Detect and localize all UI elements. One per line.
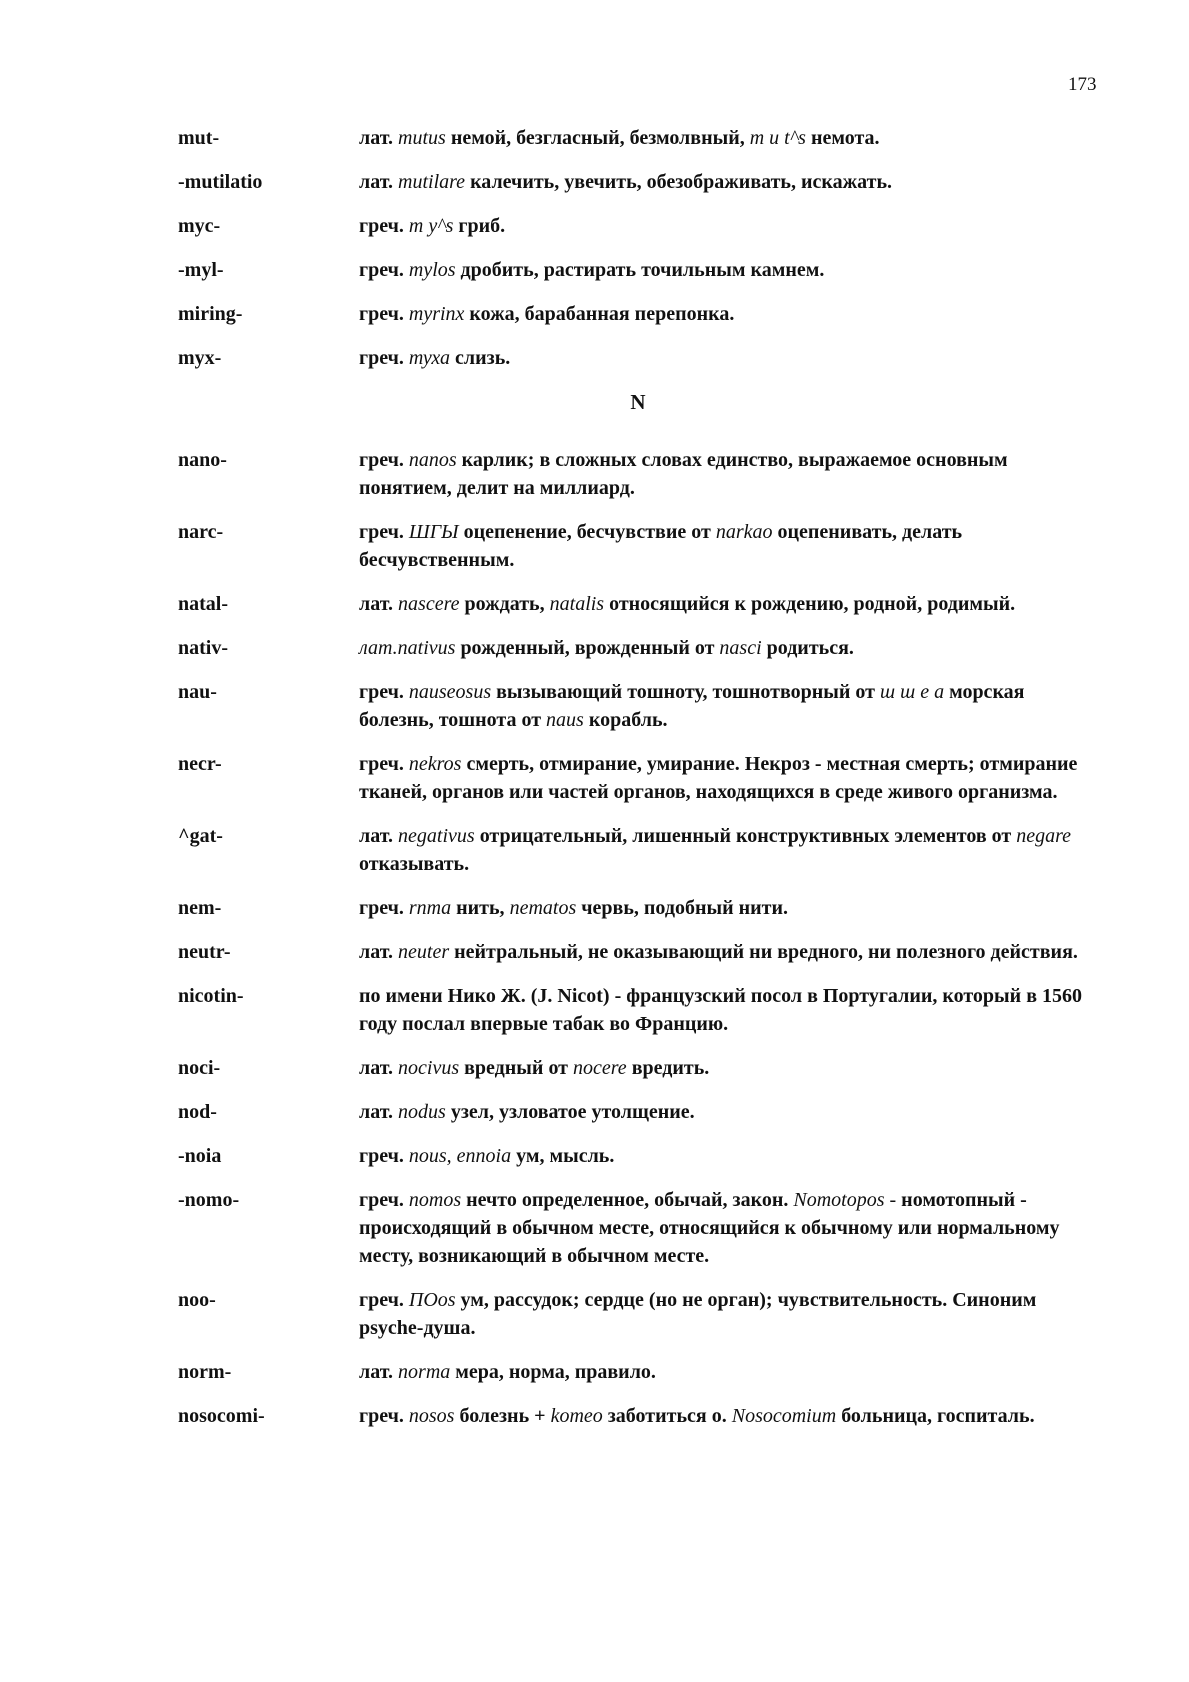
dictionary-entry — [178, 1402, 1098, 1430]
definition-text: лат. — [359, 593, 399, 615]
definition-text: морская болезнь, тошнота от — [359, 681, 1025, 731]
dictionary-entry — [178, 256, 1098, 284]
definition-italic-word: m y^s — [408, 215, 454, 237]
entry-term: ^gat- — [178, 825, 223, 847]
definition-text: относящийся к рождению, родной, родимый. — [604, 593, 1016, 615]
entry-definition — [359, 518, 1094, 574]
entry-term: nano- — [178, 449, 227, 471]
definition-text: узел, узловатое утолщение. — [445, 1101, 695, 1123]
entry-definition — [359, 634, 1094, 662]
entry-term: noci- — [178, 1057, 221, 1079]
dictionary-entry — [178, 518, 1098, 574]
entry-term: narc- — [178, 521, 224, 543]
entry-term: nativ- — [178, 637, 228, 659]
entry-term: miring- — [178, 303, 243, 325]
definition-text: лат. — [359, 1057, 399, 1079]
entry-term: nau- — [178, 681, 217, 703]
entry-term: nicotin- — [178, 985, 244, 1007]
dictionary-entry — [178, 822, 1098, 878]
definition-text: вредный от — [459, 1057, 574, 1079]
definition-text: ум, мысль. — [511, 1145, 615, 1167]
dictionary-entry — [178, 168, 1098, 196]
entry-term: necr- — [178, 753, 222, 775]
entry-term: myc- — [178, 215, 221, 237]
entry-term: -mutilatio — [178, 171, 263, 193]
definition-text: по имени Нико Ж. (J. Nicot) - французский посол в Португалии, который в 1560 году послал впервые табак во Францию. — [359, 985, 1082, 1035]
entry-term: -noia — [178, 1145, 222, 1167]
definition-italic-word: narkao — [715, 521, 773, 543]
definition-italic-word: myrinx — [408, 303, 465, 325]
entry-definition — [359, 256, 1094, 284]
definition-italic-word: ш ш е а — [880, 681, 945, 703]
entry-definition — [359, 344, 1094, 372]
definition-text: отрицательный, лишенный конструктивных элементов от — [474, 825, 1017, 847]
dictionary-entry — [178, 750, 1098, 806]
dictionary-entry — [178, 634, 1098, 662]
definition-italic-word: nascere — [398, 593, 460, 615]
dictionary-entry — [178, 590, 1098, 618]
definition-text: оцепенивать, делать бесчувственным. — [359, 521, 963, 571]
definition-text: рожденный, врожденный от — [455, 637, 720, 659]
definition-text: оцепенение, бесчувствие от — [458, 521, 716, 543]
definition-text: лат. — [359, 1361, 399, 1383]
entry-definition — [359, 1098, 1094, 1126]
entry-definition — [359, 1142, 1094, 1170]
entry-definition — [359, 938, 1094, 966]
definition-text: лат. — [359, 941, 399, 963]
dictionary-entry — [178, 678, 1098, 734]
dictionary-entry — [178, 1186, 1098, 1270]
dictionary-entry — [178, 894, 1098, 922]
definition-italic-word: nous, ennoia — [408, 1145, 512, 1167]
definition-text: слизь. — [450, 347, 511, 369]
definition-text: нейтральный, не оказывающий ни вредного, ни полезного действия. — [449, 941, 1078, 963]
definition-text: кожа, барабанная перепонка. — [464, 303, 735, 325]
definition-text: больница, госпиталь. — [836, 1405, 1035, 1427]
entry-definition — [359, 982, 1094, 1038]
definition-text: немой, безгласный, безмолвный, — [445, 127, 750, 149]
definition-text: ум, рассудок; сердце (но не орган); чувствительность. Синоним psyche-душа. — [359, 1289, 1037, 1339]
definition-italic-word: nodus — [398, 1101, 446, 1123]
page-number: 173 — [1068, 74, 1097, 95]
definition-text: греч. — [359, 1289, 409, 1311]
definition-italic-word: komeo — [550, 1405, 603, 1427]
entry-definition — [359, 750, 1094, 806]
definition-text: греч. — [359, 449, 409, 471]
definition-text: болезнь + — [454, 1405, 551, 1427]
definition-italic-word: ШГЫ — [408, 521, 459, 543]
definition-italic-word: nauseosus — [408, 681, 492, 703]
definition-text: лат. — [359, 171, 399, 193]
entry-definition — [359, 894, 1094, 922]
entry-definition — [359, 300, 1094, 328]
entry-definition — [359, 1186, 1094, 1270]
definition-italic-word: neuter — [398, 941, 450, 963]
definition-italic-word: nomos — [408, 1189, 462, 1211]
dictionary-entry — [178, 212, 1098, 240]
definition-italic-word: norma — [398, 1361, 451, 1383]
definition-text: греч. — [359, 1189, 409, 1211]
definition-text: заботиться о. — [602, 1405, 732, 1427]
definition-text: мера, норма, правило. — [450, 1361, 656, 1383]
entry-definition — [359, 1054, 1094, 1082]
entry-definition — [359, 124, 1094, 152]
definition-text: червь, подобный нити. — [576, 897, 789, 919]
definition-text: рождать, — [459, 593, 550, 615]
dictionary-entry — [178, 938, 1098, 966]
definition-italic-word: mylos — [408, 259, 456, 281]
entry-term: -nomo- — [178, 1189, 240, 1211]
definition-text: греч. — [359, 1145, 409, 1167]
definition-text: немота. — [805, 127, 880, 149]
entry-term: mut- — [178, 127, 220, 149]
entry-definition — [359, 1358, 1094, 1386]
entry-term: noo- — [178, 1289, 216, 1311]
entry-term: natal- — [178, 593, 228, 615]
dictionary-entry — [178, 300, 1098, 328]
definition-italic-word: nocivus — [398, 1057, 460, 1079]
dictionary-entries — [178, 124, 1098, 1446]
definition-italic-word: nanos — [408, 449, 457, 471]
definition-italic-word: Nosocomium — [731, 1405, 837, 1427]
entry-term: nem- — [178, 897, 222, 919]
definition-italic-word: nekros — [408, 753, 462, 775]
definition-italic-word: negare — [1016, 825, 1072, 847]
definition-text: нечто определенное, обычай, закон. — [461, 1189, 794, 1211]
definition-italic-word: natalis — [549, 593, 605, 615]
dictionary-entry — [178, 1358, 1098, 1386]
definition-italic-word: mutilare — [398, 171, 466, 193]
dictionary-entry — [178, 1286, 1098, 1342]
entry-definition — [359, 1286, 1094, 1342]
definition-text: номотопный - происходящий в обычном месте, относящийся к обычному или нормальному месту, возникающий в обычном месте. — [359, 1189, 1060, 1267]
definition-italic-word: mutus — [398, 127, 446, 149]
definition-italic-word: rnma — [408, 897, 452, 919]
dictionary-entry — [178, 344, 1098, 372]
definition-text: лат. — [359, 127, 399, 149]
definition-text: калечить, увечить, обезображивать, искажать. — [465, 171, 893, 193]
entries-group-n — [178, 446, 1098, 1430]
definition-text: отказывать. — [359, 853, 470, 875]
definition-text: карлик; в сложных словах единство, выражаемое основным понятием, делит на миллиард. — [359, 449, 1008, 499]
definition-italic-word: туха — [408, 347, 451, 369]
definition-text: греч. — [359, 753, 409, 775]
dictionary-entry — [178, 982, 1098, 1038]
definition-italic-word: naus — [546, 709, 584, 731]
definition-text: греч. — [359, 1405, 409, 1427]
definition-text: лат. — [359, 825, 399, 847]
definition-italic-word: nosos — [408, 1405, 455, 1427]
dictionary-entry — [178, 1098, 1098, 1126]
dictionary-entry — [178, 124, 1098, 152]
definition-text: греч. — [359, 681, 409, 703]
definition-text: гриб. — [453, 215, 506, 237]
definition-text: вызывающий тошноту, тошнотворный от — [491, 681, 880, 703]
definition-text: греч. — [359, 303, 409, 325]
definition-text: греч. — [359, 347, 409, 369]
entry-definition — [359, 446, 1094, 502]
definition-text: нить, — [451, 897, 510, 919]
definition-italic-word: negativus — [398, 825, 475, 847]
definition-text: греч. — [359, 897, 409, 919]
entry-term: neutr- — [178, 941, 231, 963]
definition-text: греч. — [359, 521, 409, 543]
entry-term: nosocomi- — [178, 1405, 265, 1427]
definition-italic-word: m u t^s — [749, 127, 806, 149]
dictionary-entry — [178, 446, 1098, 502]
definition-italic-word: nocere — [573, 1057, 627, 1079]
entry-term: norm- — [178, 1361, 232, 1383]
dictionary-entry — [178, 1054, 1098, 1082]
entry-definition — [359, 1402, 1094, 1430]
definition-italic-word: ПОos — [408, 1289, 456, 1311]
definition-text: смерть, отмирание, умирание. Некроз - местная смерть; отмирание тканей, органов или частей органов, находящихся в среде живого организма. — [359, 753, 1078, 803]
entries-group-m — [178, 124, 1098, 372]
dictionary-entry — [178, 1142, 1098, 1170]
section-letter: N — [630, 390, 646, 414]
definition-italic-word: nasci — [719, 637, 762, 659]
definition-text: греч. — [359, 259, 409, 281]
definition-italic-word: лат.nativus — [359, 637, 456, 659]
entry-definition — [359, 212, 1094, 240]
definition-italic-word: nematos — [509, 897, 577, 919]
entry-definition — [359, 168, 1094, 196]
definition-italic-word: Nomotopos - — [793, 1189, 897, 1211]
entry-term: myx- — [178, 347, 222, 369]
definition-text: греч. — [359, 215, 409, 237]
entry-definition — [359, 678, 1094, 734]
definition-text: родиться. — [761, 637, 854, 659]
entry-definition — [359, 590, 1094, 618]
definition-text: лат. — [359, 1101, 399, 1123]
definition-text: корабль. — [583, 709, 668, 731]
entry-definition — [359, 822, 1094, 878]
entry-term: -myl- — [178, 259, 224, 281]
definition-text: вредить. — [626, 1057, 710, 1079]
definition-text: дробить, растирать точильным камнем. — [455, 259, 825, 281]
entry-term: nod- — [178, 1101, 217, 1123]
